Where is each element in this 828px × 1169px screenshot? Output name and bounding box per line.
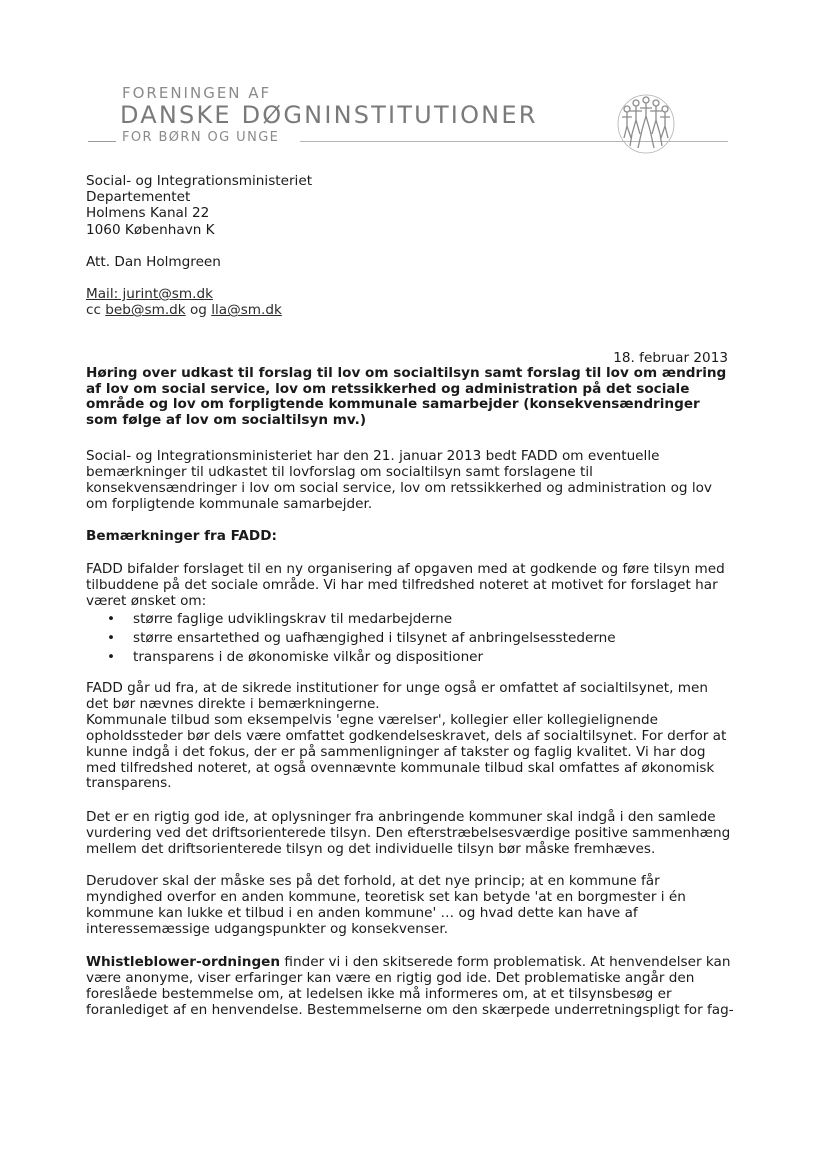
bullet-marker: • bbox=[107, 649, 116, 665]
letterhead-organization-name: DANSKE DØGNINSTITUTIONER bbox=[120, 101, 538, 129]
mail-link[interactable]: Mail: jurint@sm.dk bbox=[86, 286, 213, 302]
address-line: Departementet bbox=[86, 189, 191, 206]
address-line: Holmens Kanal 22 bbox=[86, 205, 210, 222]
list-item bbox=[86, 648, 734, 667]
paragraph-1: FADD bifalder forslaget til en ny organisering af opgaven med at godkende og føre tilsyn med tilbuddene på det sociale område. Vi har med tilfredshed noteret at motivet for forslaget har været ønsket om: bbox=[86, 561, 725, 609]
address-line: 1060 København K bbox=[86, 221, 215, 238]
paragraph-2b: Kommunale tilbud som eksempelvis 'egne værelser', kollegier eller kollegielignende opholdssteder bør dels være omfattet godkendelseskravet, dels af socialtilsynet. For derfor at kunne indgå i det fokus, der er på sammenligninger af takster og faglig kvalitet. Vi har dog med tilfredshed noteret, at også ovennævnte kommunale tilbud skal omfattes af økonomisk transparens. bbox=[86, 711, 727, 792]
cc-join: og bbox=[185, 302, 212, 319]
list-item-text: større faglige udviklingskrav til medarbejderne bbox=[133, 611, 453, 627]
paragraph-3: Det er en rigtig god ide, at oplysninger fra anbringende kommuner skal indgå i den samlede vurdering ved det driftsorienterede tilsyn. Den efterstræbelsesværdige positive sammenhæng mellem det driftsorienterede tilsyn og det individuelle tilsyn bør måske fremhæves. bbox=[86, 809, 731, 857]
people-chain-icon bbox=[614, 92, 678, 156]
paragraph-2a: FADD går ud fra, at de sikrede institutioner for unge også er omfattet af socialtilsynet, men det bør nævnes direkte i bemærkningerne. bbox=[86, 680, 708, 712]
paragraph-5 bbox=[86, 955, 734, 1019]
list-item bbox=[86, 629, 734, 648]
bullet-list bbox=[86, 610, 734, 667]
attention-line: Att. Dan Holmgreen bbox=[86, 254, 221, 270]
paragraph-4: Derudover skal der måske ses på det forhold, at det nye princip; at en kommune får myndighed overfor en anden kommune, teoretisk set kan betyde 'at en borgmester i én kommune kan lukke et tilbud i en anden kommune' … og hvad dette kan have af interessemæssige udgangspunkter og konsekvenser. bbox=[86, 873, 686, 937]
contact-block bbox=[86, 286, 282, 318]
list-item-text: transparens i de økonomiske vilkår og dispositioner bbox=[133, 649, 484, 665]
letterhead-line1: FORENINGEN AF bbox=[122, 84, 272, 102]
bullet-marker: • bbox=[107, 630, 116, 646]
letterhead-line3: FOR BØRN OG UNGE bbox=[122, 130, 280, 145]
cc-prefix: cc bbox=[86, 302, 106, 319]
letter-subject: Høring over udkast til forslag til lov om socialtilsyn samt forslag til lov om ændring af lov om social service, lov om retssikkerhed og administration på det sociale område og lov om forpligtende kommunale samarbejder (konsekvensændringer som følge af lov om socialtilsyn mv.) bbox=[86, 365, 727, 428]
letter-date: 18. februar 2013 bbox=[613, 350, 728, 366]
paragraph-2 bbox=[86, 681, 734, 792]
bullet-marker: • bbox=[107, 611, 116, 627]
whistleblower-term: Whistleblower-ordningen bbox=[86, 954, 281, 970]
letterhead-rule-left bbox=[88, 141, 116, 142]
list-item bbox=[86, 610, 734, 629]
paragraph-5-text: finder vi i den skitserede form problematisk. At henvendelser kan være anonyme, viser erfaringer kan være en rigtig god ide. Det problematiske angår den foreslåede bestemmelse om, at ledelsen ikke må informeres om, at et tilsynsbesøg er foranlediget af en henvendelse. Bestemmelserne om den skærpede underretningspligt for fag- bbox=[86, 954, 734, 1018]
list-item-text: større ensartethed og uafhængighed i tilsynet af anbringelsesstederne bbox=[133, 630, 616, 646]
intro-paragraph: Social- og Integrationsministeriet har den 21. januar 2013 bedt FADD om eventuelle bemærkninger til udkastet til lovforslag om socialtilsyn samt forslagene til konsekvensændringer i lov om social service, lov om retssikkerhed og administration og lov om forpligtende kommunale samarbejder. bbox=[86, 448, 712, 512]
cc-email-link-1[interactable]: beb@sm.dk bbox=[105, 302, 186, 319]
address-line: Social- og Integrationsministeriet bbox=[86, 173, 313, 189]
section-heading: Bemærkninger fra FADD: bbox=[86, 528, 277, 544]
cc-email-link-2[interactable]: lla@sm.dk bbox=[211, 302, 282, 319]
recipient-address bbox=[86, 173, 312, 238]
